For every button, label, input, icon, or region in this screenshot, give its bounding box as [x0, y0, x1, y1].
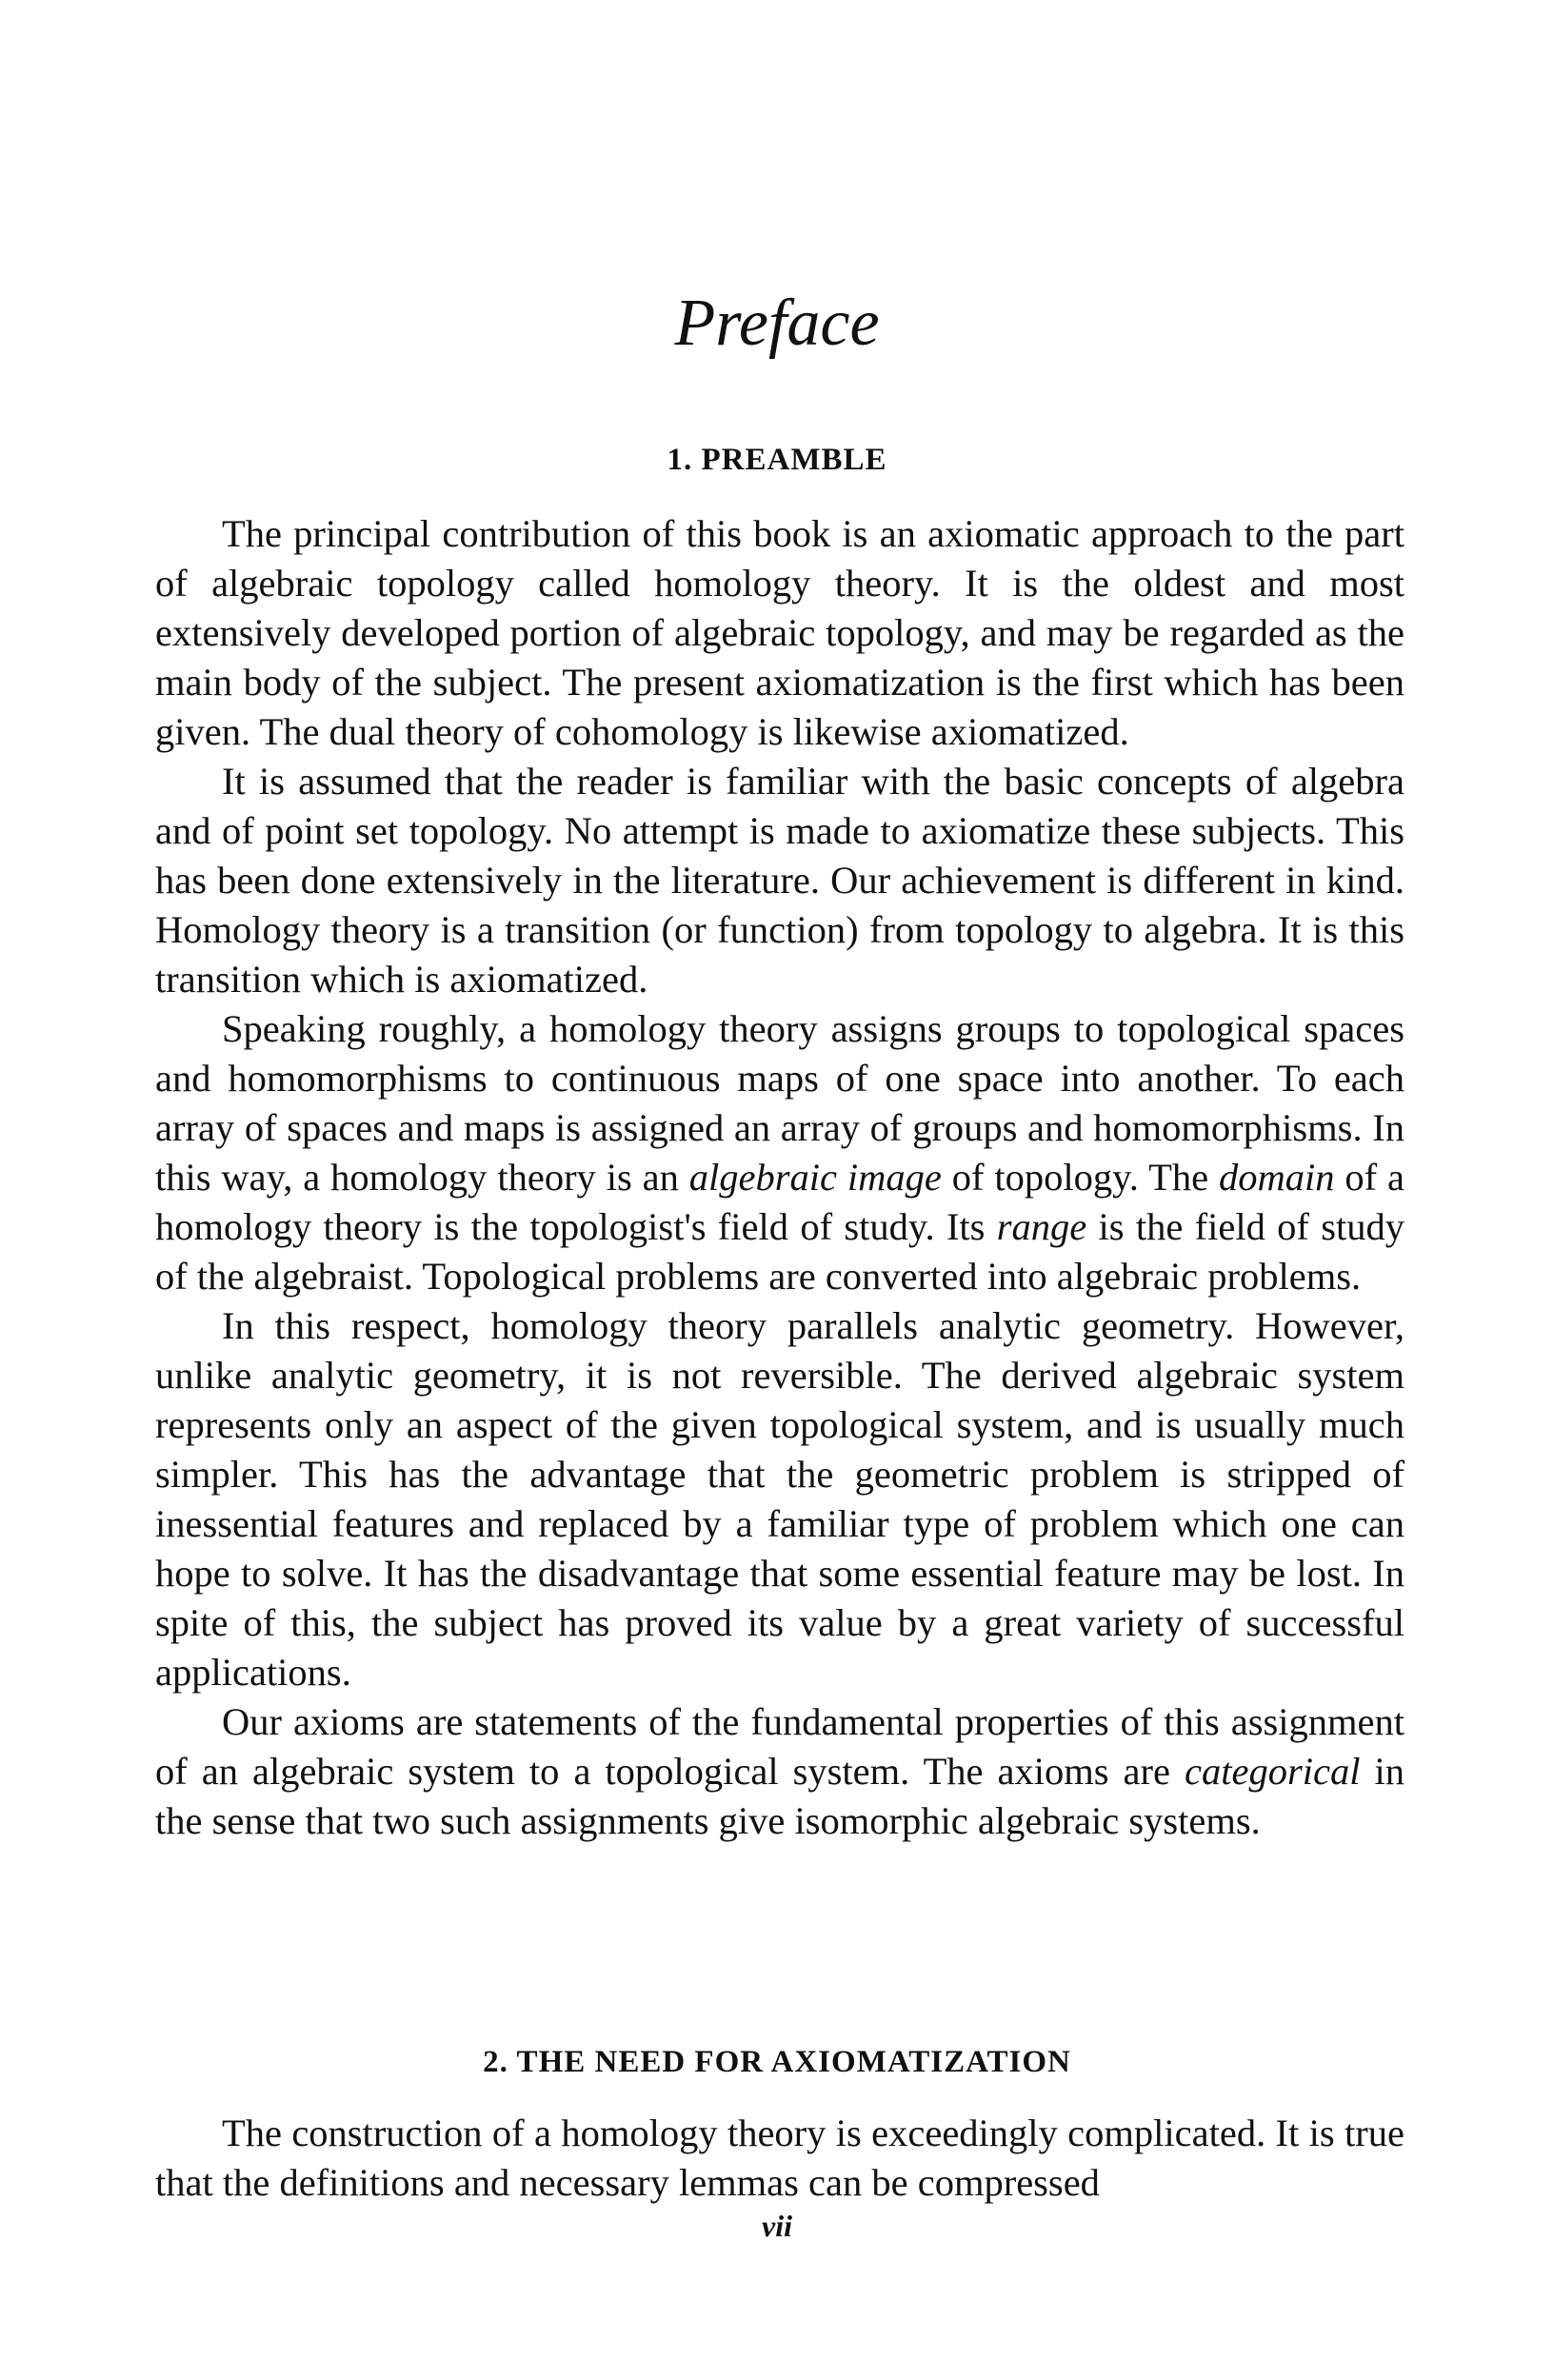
emphasis-text: algebraic image	[688, 1156, 942, 1199]
paragraph	[155, 1697, 1405, 1846]
paragraph: The construction of a homology theory is exceedingly complicated. It is true that the definitions and necessary lemmas can be compressed	[155, 2112, 1405, 2204]
page-number: vii	[762, 2209, 792, 2243]
paragraph-text: Our axioms are statements of the fundamental properties of this assignment of an algebraic system to a topological system. The axioms are	[155, 1700, 1405, 1793]
paragraph	[155, 757, 1405, 1004]
paragraph-text: It is assumed that the reader is familiar with the basic concepts of algebra and of point set topology. No attempt is made to axiomatize these subjects. This has been done extensively in the literature. Our achievement is different in kind. Homology theory is a transition (or function) from topology to algebra. It is this transition which is axiomatized.	[155, 760, 1405, 1001]
paragraph-text: is the field of study of the algebraist. Topological problems are converted into algebraic problems.	[155, 1205, 1405, 1298]
section-body-preamble	[155, 509, 1405, 1846]
paragraph-text: of a homology theory is the topologist's field of study. Its	[155, 1156, 1405, 1248]
page-title: Preface	[674, 287, 880, 360]
section-body-need-for-axiomatization	[155, 2109, 1405, 2208]
section-heading-need-for-axiomatization: 2. THE NEED FOR AXIOMATIZATION	[483, 2045, 1071, 2079]
paragraph-text: Speaking roughly, a homology theory assigns groups to topological spaces and homomorphisms to continuous maps of one space into another. To each array of spaces and maps is assigned an array of groups and homomorphisms. In this way, a homology theory is an	[155, 1007, 1405, 1199]
paragraph	[155, 1004, 1405, 1301]
emphasis-text: range	[996, 1205, 1087, 1248]
section-heading-preamble: 1. PREAMBLE	[667, 443, 887, 477]
paragraph-text: of topology. The	[941, 1156, 1219, 1199]
emphasis-text: categorical	[1185, 1750, 1361, 1793]
emphasis-text: domain	[1218, 1156, 1335, 1199]
paragraph-text: in the sense that two such assignments give isomorphic algebraic systems.	[155, 1750, 1405, 1842]
paragraph: In this respect, homology theory parallels analytic geometry. However, unlike analytic geometry, it is not reversible. The derived algebraic system represents only an aspect of the given topological system, and is usually much simpler. This has the advantage that the geometric problem is stripped of inessential features and replaced by a familiar type of problem which one can hope to solve. It has the disadvantage that some essential feature may be lost. In spite of this, the subject has proved its value by a great variety of successful applications.	[155, 1304, 1405, 1694]
paragraph: The principal contribution of this book is an axiomatic approach to the part of algebraic topology called homology theory. It is the oldest and most extensively developed portion of algebraic topology, and may be regarded as the main body of the subject. The present axiomatization is the first which has been given. The dual theory of cohomology is likewise axiomatized.	[155, 512, 1405, 753]
